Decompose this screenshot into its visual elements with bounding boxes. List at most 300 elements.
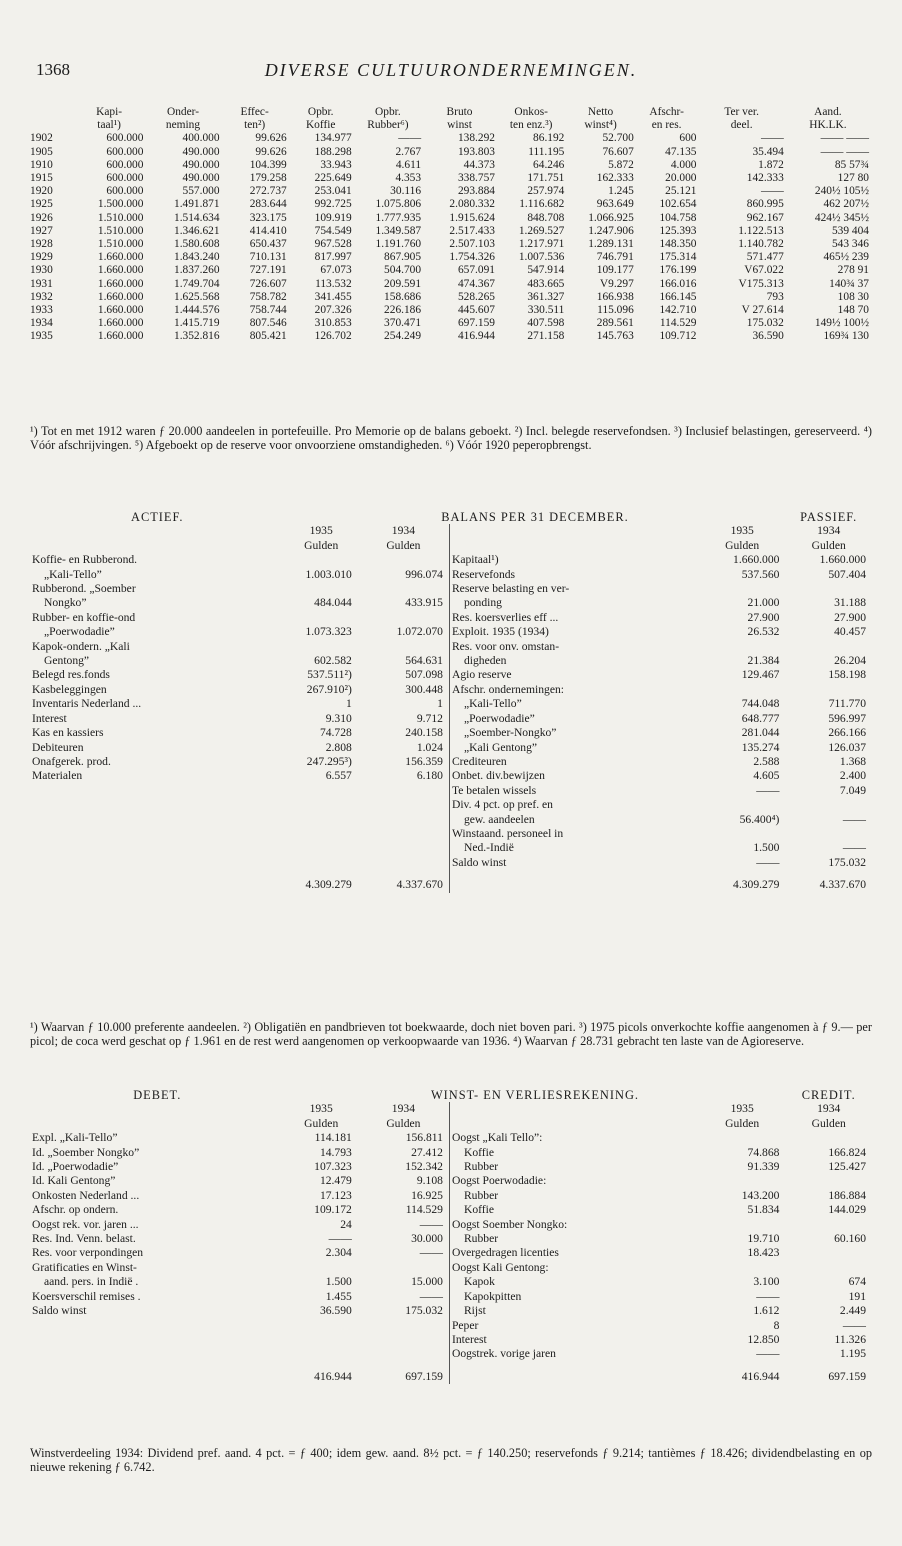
year-cell: 1902 (30, 132, 53, 145)
year-cell: 1930 (30, 264, 53, 277)
table-cell: 657.091 (457, 264, 495, 277)
table-cell: 109.177 (596, 264, 634, 277)
credit-label: Oogst „Kali Tello”: (449, 1131, 698, 1145)
table-row (30, 278, 872, 291)
table-cell: 113.532 (315, 277, 352, 290)
liabilities-value-1934: 711.770 (828, 697, 866, 711)
table-cell: 166.016 (659, 277, 697, 290)
table-cell: 1.352.816 (174, 330, 220, 343)
assets-label: Rubber- en koffie-ond (32, 610, 136, 624)
table-row (30, 238, 872, 251)
table-cell: 99.626 (255, 145, 287, 158)
account-row (30, 1160, 872, 1174)
debit-label: Saldo winst (32, 1304, 87, 1318)
table-cell: 4.353 (395, 172, 422, 185)
column-header: ten²) (244, 119, 266, 132)
credit-label: Oogst Kali Gentong: (449, 1261, 698, 1275)
table-cell: 445.607 (457, 304, 495, 317)
column-header: Netto (587, 106, 614, 118)
credit-value-1934: 60.160 (834, 1232, 866, 1246)
assets-value-1934 (358, 582, 450, 596)
table-cell: 125.393 (659, 224, 697, 237)
table-cell: 2.080.332 (449, 198, 495, 211)
table-cell: 1.415.719 (174, 317, 220, 330)
liabilities-label: Res. voor onv. omstan- (449, 640, 698, 654)
debit-value-1935: 14.793 (319, 1145, 352, 1159)
assets-value-1934 (358, 856, 450, 870)
column-header: ten enz.³) (509, 119, 553, 132)
year-cell: 1910 (30, 158, 53, 171)
table-cell: 400.000 (182, 132, 220, 145)
account-row (30, 1333, 872, 1347)
assets-label (30, 841, 285, 855)
credit-value-1934: 2.449 (839, 1304, 866, 1318)
assets-label: Rubberond. „Soember (32, 582, 136, 596)
debit-label: Onkosten Nederland ... (32, 1188, 140, 1202)
year-header: 1934 (817, 524, 841, 538)
unit-header: Gulden (811, 1116, 846, 1130)
pl-right-title: CREDIT. (801, 1088, 856, 1102)
assets-value-1935: 267.910²) (306, 682, 352, 696)
account-row (30, 1261, 872, 1275)
table-cell: 746.791 (596, 251, 634, 264)
table-cell: 1.660.000 (97, 277, 144, 290)
table-cell: 108 30 (837, 290, 869, 303)
credit-value-1934: —— (842, 1318, 866, 1332)
column-header: Bruto (446, 106, 473, 118)
table-cell: 1.872 (758, 158, 784, 171)
liabilities-value-1934: 40.457 (834, 625, 866, 639)
account-row (30, 697, 872, 711)
table-cell: 758.782 (249, 290, 287, 303)
account-row (30, 741, 872, 755)
table-cell: 115.096 (597, 304, 634, 317)
column-header: Effec- (240, 106, 269, 118)
debit-value-1935: 1.500 (325, 1275, 352, 1289)
debit-value-1935: 2.304 (325, 1246, 352, 1260)
table-cell: 1.660.000 (97, 290, 144, 303)
year-cell: 1932 (30, 290, 53, 303)
column-header: Kapi- (96, 106, 123, 118)
table-cell: 1.843.240 (174, 251, 220, 264)
table-cell: 600.000 (106, 172, 144, 185)
table-row (30, 225, 872, 238)
account-row (30, 856, 872, 870)
credit-value-1934 (785, 1261, 872, 1275)
account-row (30, 596, 872, 610)
table-row (30, 132, 872, 145)
table-cell: 126.702 (314, 330, 352, 343)
liabilities-value-1934 (785, 683, 872, 697)
liabilities-value-1935: 27.900 (747, 610, 780, 624)
liabilities-label: Winstaand. personeel in (449, 827, 698, 841)
credit-value-1935: —— (756, 1347, 780, 1361)
assets-value-1935: 1 (346, 697, 352, 711)
account-row (30, 1146, 872, 1160)
debit-value-1934 (358, 1319, 450, 1333)
table-cell: 4.000 (670, 158, 697, 171)
debit-label (30, 1319, 285, 1333)
credit-label: Kapokpitten (449, 1290, 698, 1304)
table-cell: 104.399 (249, 158, 287, 171)
liabilities-value-1934: —— (842, 841, 866, 855)
account-row (30, 668, 872, 682)
unit-header: Gulden (811, 538, 846, 552)
table-cell: 278 91 (837, 264, 869, 277)
table-cell: 1.066.925 (588, 211, 634, 224)
assets-value-1935: 247.295³) (306, 754, 352, 768)
year-cell: 1926 (30, 211, 53, 224)
table-cell: 5.872 (608, 158, 634, 171)
credit-value-1935: 12.850 (747, 1332, 780, 1346)
assets-value-1935 (285, 784, 358, 798)
table-cell: 257.974 (527, 185, 565, 198)
account-row (30, 827, 872, 841)
table-cell: 504.700 (384, 264, 422, 277)
table-cell: —— —— (820, 132, 869, 145)
table-cell: 341.455 (314, 290, 352, 303)
account-row (30, 568, 872, 582)
assets-label (30, 813, 285, 827)
liabilities-value-1934: 596.997 (828, 711, 866, 725)
column-header: neming (165, 119, 201, 132)
unit-header: Gulden (304, 1116, 339, 1130)
table-cell: 4.611 (395, 158, 422, 171)
assets-value-1934: 156.359 (405, 754, 443, 768)
credit-label: Rubber (449, 1160, 698, 1174)
assets-label (30, 798, 285, 812)
table-cell: 1.660.000 (97, 304, 144, 317)
summary-header-row (30, 106, 872, 119)
year-cell: 1933 (30, 304, 53, 317)
debit-label: Koersverschil remises . (32, 1289, 141, 1303)
column-header: Ter ver. (724, 106, 759, 118)
table-cell: 76.607 (602, 145, 634, 158)
credit-value-1934: 191 (848, 1289, 866, 1303)
account-row (30, 654, 872, 668)
year-header: 1934 (391, 524, 415, 538)
table-cell: 86.192 (533, 132, 565, 145)
account-row (30, 640, 872, 654)
assets-value-1934 (358, 841, 450, 855)
assets-value-1935: 6.557 (325, 769, 352, 783)
credit-value-1935 (699, 1131, 786, 1145)
year-cell: 1915 (30, 172, 53, 185)
table-cell: 600.000 (106, 132, 144, 145)
column-header: Onkos- (514, 106, 548, 118)
liabilities-value-1935: 537.560 (741, 567, 780, 581)
table-cell: 539 404 (831, 224, 869, 237)
liabilities-label: Res. koersverlies eff ... (449, 611, 698, 625)
liabilities-label: Te betalen wissels (449, 784, 698, 798)
assets-label (30, 827, 285, 841)
table-cell: 209.591 (384, 277, 422, 290)
liabilities-value-1935: 21.000 (747, 596, 780, 610)
table-cell: 462 207½ (823, 198, 869, 211)
table-cell: 424½ 345½ (814, 211, 869, 224)
column-header: Opbr. (375, 106, 401, 118)
debit-value-1935 (285, 1319, 358, 1333)
assets-label (30, 784, 285, 798)
table-cell: 490.000 (182, 158, 220, 171)
assets-value-1934: 240.158 (405, 726, 443, 740)
assets-value-1934 (358, 813, 450, 827)
table-cell: 142.333 (746, 172, 784, 185)
liabilities-label: Saldo winst (449, 856, 698, 870)
table-cell: 1.116.682 (519, 198, 565, 211)
credit-label: Koffie (449, 1146, 698, 1160)
liabilities-label: Afschr. ondernemingen: (449, 683, 698, 697)
summary-header-row (30, 119, 872, 132)
assets-value-1935: 602.582 (314, 654, 352, 668)
table-cell: 67.073 (320, 264, 352, 277)
debit-value-1934: 175.032 (405, 1304, 443, 1318)
unit-header: Gulden (725, 1116, 760, 1130)
year-cell: 1920 (30, 185, 53, 198)
account-row (30, 553, 872, 567)
table-cell: 1.777.935 (375, 211, 422, 224)
credit-value-1935: 91.339 (747, 1160, 780, 1174)
liabilities-value-1935: 2.588 (753, 754, 780, 768)
year-cell: 1905 (30, 145, 53, 158)
assets-value-1934: 1 (437, 697, 443, 711)
credit-value-1935: 51.834 (747, 1203, 780, 1217)
liabilities-value-1935 (699, 827, 786, 841)
table-cell: 64.246 (533, 158, 565, 171)
year-header: 1934 (817, 1102, 841, 1116)
liabilities-value-1934: 158.198 (828, 668, 866, 682)
table-cell: 36.590 (752, 330, 784, 343)
account-row (30, 726, 872, 740)
summary-footnote: ¹) Tot en met 1912 waren ƒ 20.000 aandeelen in portefeuille. Pro Memorie op de balans geboekt. ²) Incl. belegde reservefondsen. ³) Inclusief belastingen, gereserveerd. ⁴) Vóór afschrijvingen. ⁵) Afgeboekt op de reserve voor onvoorziene omstandigheden. ⁶) Vóór 1920 peperopbrengst. (30, 424, 872, 453)
table-cell: 254.249 (384, 330, 422, 343)
debit-label (30, 1333, 285, 1347)
table-cell: 1.289.131 (588, 238, 634, 251)
table-cell: 1.075.806 (375, 198, 422, 211)
table-cell: 166.938 (596, 290, 634, 303)
table-cell: 99.626 (255, 132, 287, 145)
liabilities-value-1934: 1.368 (839, 754, 866, 768)
assets-value-1935: 484.044 (314, 596, 352, 610)
liabilities-value-1934: 7.049 (839, 783, 866, 797)
debit-value-1934 (358, 1347, 450, 1361)
debit-label: Res. voor verpondingen (32, 1246, 144, 1260)
table-cell: 1.837.260 (174, 264, 220, 277)
table-cell: 102.654 (659, 198, 697, 211)
credit-value-1935 (699, 1218, 786, 1232)
table-row (30, 291, 872, 304)
debit-value-1934: 27.412 (411, 1145, 443, 1159)
debit-value-1934: 152.342 (405, 1160, 443, 1174)
assets-value-1935 (285, 582, 358, 596)
column-header: winst⁴) (584, 119, 617, 132)
table-row (30, 304, 872, 317)
profit-loss-account (30, 1088, 872, 1384)
debit-label: Id. „Poerwodadie” (32, 1160, 119, 1174)
debit-value-1934: 9.108 (416, 1174, 443, 1188)
liabilities-label: Kapitaal¹) (449, 553, 698, 567)
debit-value-1934: —— (419, 1289, 443, 1303)
assets-value-1934 (358, 827, 450, 841)
credit-value-1934 (785, 1131, 872, 1145)
table-cell: 1.510.000 (97, 224, 144, 237)
assets-value-1934: 507.098 (405, 668, 443, 682)
table-cell: 272.737 (249, 185, 287, 198)
table-cell: 142.710 (659, 304, 697, 317)
credit-label: Oogst Poerwodadie: (449, 1174, 698, 1188)
liabilities-label: gew. aandeelen (449, 813, 698, 827)
table-cell: 962.167 (746, 211, 784, 224)
table-cell: 1.191.760 (375, 238, 422, 251)
debit-value-1935: 17.123 (319, 1188, 352, 1202)
credit-value-1934: 674 (848, 1275, 866, 1289)
balance-total-liab-1934: 4.337.670 (819, 878, 866, 892)
table-cell: 1.245 (608, 185, 634, 198)
column-header: Aand. (814, 106, 842, 118)
column-header (30, 106, 75, 119)
credit-value-1934: 11.326 (834, 1332, 866, 1346)
liabilities-value-1934: 175.032 (828, 855, 866, 869)
debit-value-1935: 1.455 (325, 1289, 352, 1303)
liabilities-label: ponding (449, 596, 698, 610)
table-cell: 1.580.608 (174, 238, 220, 251)
table-cell: 407.598 (527, 317, 565, 330)
column-header: en res. (651, 119, 682, 132)
table-cell: 528.265 (457, 290, 495, 303)
table-cell: 226.186 (384, 304, 422, 317)
table-cell: 1.660.000 (97, 264, 144, 277)
assets-label: Inventaris Nederland ... (32, 697, 142, 711)
table-cell: 992.725 (314, 198, 352, 211)
table-cell: 1.140.782 (738, 238, 784, 251)
table-cell: 758.744 (249, 304, 287, 317)
table-cell: 490.000 (182, 145, 220, 158)
assets-label: Onafgerek. prod. (32, 754, 111, 768)
credit-value-1934: 1.195 (839, 1347, 866, 1361)
assets-value-1934: 1.024 (416, 740, 443, 754)
assets-value-1934 (358, 784, 450, 798)
liabilities-label: „Poerwodadie” (449, 712, 698, 726)
balance-total-liab-1935: 4.309.279 (733, 878, 780, 892)
debit-value-1934: 16.925 (411, 1188, 443, 1202)
table-cell: 1.217.971 (518, 238, 565, 251)
liabilities-value-1934: 507.404 (828, 567, 866, 581)
debit-label: Gratificaties en Winst- (32, 1260, 137, 1274)
assets-label: Belegd res.fonds (32, 668, 110, 682)
account-row (30, 1246, 872, 1260)
table-cell: 148.350 (659, 238, 697, 251)
debit-value-1934: —— (419, 1246, 443, 1260)
assets-value-1935 (285, 553, 358, 567)
table-cell: 557.000 (182, 185, 220, 198)
table-cell: 1.510.000 (97, 211, 144, 224)
table-cell: 754.549 (314, 224, 352, 237)
assets-value-1935: 1.073.323 (305, 625, 352, 639)
assets-value-1934 (358, 553, 450, 567)
assets-label: Kapok-ondern. „Kali (32, 639, 130, 653)
account-row (30, 1290, 872, 1304)
column-header: HK.LK. (809, 119, 847, 132)
table-cell: 323.175 (249, 211, 287, 224)
assets-value-1935 (285, 856, 358, 870)
pl-left-title: DEBET. (133, 1088, 182, 1102)
debit-value-1935: 12.479 (319, 1174, 352, 1188)
table-cell: 1.122.513 (738, 224, 784, 237)
balance-total-assets-1935: 4.309.279 (305, 878, 352, 892)
liabilities-value-1934: 26.204 (834, 654, 866, 668)
debit-label: Oogst rek. vor. jaren ... (32, 1217, 139, 1231)
credit-value-1934: 186.884 (828, 1188, 866, 1202)
table-cell: 1.915.624 (449, 211, 495, 224)
account-row (30, 1189, 872, 1203)
table-cell: 1.491.871 (174, 198, 220, 211)
table-cell: —— (761, 185, 784, 198)
debit-label: Res. Ind. Venn. belast. (32, 1232, 136, 1246)
running-title: DIVERSE CULTUURONDERNEMINGEN. (264, 60, 638, 80)
pl-title: WINST- EN VERLIESREKENING. (430, 1088, 639, 1102)
column-header: winst (447, 119, 472, 132)
column-header: Afschr- (649, 106, 684, 118)
table-cell: 805.421 (249, 330, 287, 343)
credit-label: Interest (449, 1333, 698, 1347)
liabilities-value-1934: 266.166 (828, 726, 866, 740)
debit-value-1934: 156.811 (405, 1131, 443, 1145)
table-cell: —— —— (820, 145, 869, 158)
unit-header: Gulden (386, 1116, 421, 1130)
credit-value-1935 (699, 1261, 786, 1275)
year-cell: 1925 (30, 198, 53, 211)
liabilities-value-1934: 1.660.000 (819, 553, 866, 567)
pl-total-credit-1934: 697.159 (828, 1369, 866, 1383)
account-row (30, 813, 872, 827)
column-header (30, 119, 75, 132)
account-row (30, 1232, 872, 1246)
column-header: Koffie (305, 119, 336, 132)
table-cell: 490.000 (182, 172, 220, 185)
assets-value-1934: 433.915 (405, 596, 443, 610)
debit-value-1935 (285, 1347, 358, 1361)
debit-label: Expl. „Kali-Tello” (32, 1131, 118, 1145)
liabilities-value-1934 (785, 798, 872, 812)
page-header (30, 60, 872, 84)
assets-value-1935 (285, 640, 358, 654)
table-cell: V67.022 (744, 264, 784, 277)
assets-value-1934: 1.072.070 (396, 625, 443, 639)
table-cell: 330.511 (527, 304, 565, 317)
table-cell: 697.159 (457, 317, 495, 330)
table-cell: 543 346 (831, 238, 869, 251)
table-row (30, 159, 872, 172)
credit-value-1935: 3.100 (753, 1275, 780, 1289)
table-cell: 483.665 (527, 277, 565, 290)
debit-value-1935: 114.181 (314, 1131, 352, 1145)
table-cell: 140¾ 37 (829, 277, 869, 290)
assets-value-1935: 2.808 (325, 740, 352, 754)
liabilities-label: Ned.-Indië (449, 841, 698, 855)
liabilities-value-1934: 2.400 (839, 769, 866, 783)
credit-value-1935: 1.612 (753, 1304, 780, 1318)
liabilities-label: „Kali Gentong” (449, 741, 698, 755)
table-cell: 726.607 (249, 277, 287, 290)
pl-total-credit-1935: 416.944 (741, 1369, 780, 1383)
account-row (30, 1174, 872, 1188)
table-cell: 145.763 (596, 330, 634, 343)
account-row (30, 1347, 872, 1361)
debit-value-1935: 36.590 (319, 1304, 352, 1318)
unit-header: Gulden (386, 538, 421, 552)
table-cell: 817.997 (314, 251, 352, 264)
profit-distribution-note: Winstverdeeling 1934: Dividend pref. aand. 4 pct. = ƒ 400; idem gew. aand. 8½ pct. = ƒ 140.250; reservefonds ƒ 9.214; tantièmes ƒ 18.426; dividendbelasting en op nieuwe rekening ƒ 6.742. (30, 1446, 872, 1475)
